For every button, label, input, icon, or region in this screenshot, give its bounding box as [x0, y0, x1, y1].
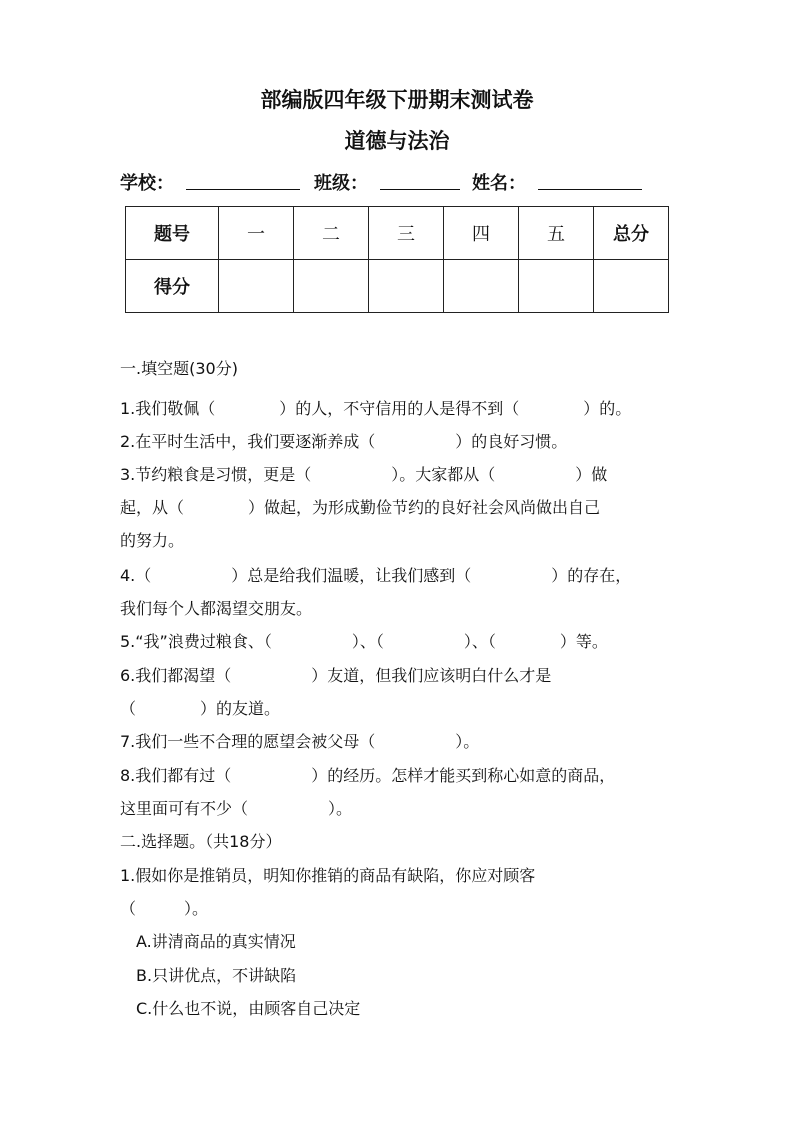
student-info-row: [120, 167, 680, 195]
question-line: 3.节约粮食是习惯，更是（ ）。大家都从（ ）做: [120, 465, 608, 484]
class-blank[interactable]: [380, 189, 460, 190]
question-line: 6.我们都渴望（ ）友道，但我们应该明白什么才是: [120, 666, 552, 685]
total-score-cell[interactable]: [594, 260, 669, 313]
question-line: 的努力。: [120, 531, 185, 550]
section-heading-multiple-choice: 二.选择题。（共18分）: [120, 832, 282, 851]
question-line: 起，从（ ）做起，为形成勤俭节约的良好社会风尚做出自己: [120, 498, 601, 517]
school-blank[interactable]: [186, 189, 300, 190]
choice-option-b[interactable]: B.只讲优点，不讲缺陷: [136, 966, 297, 985]
choice-question-line: （ ）。: [120, 899, 209, 918]
score-cell[interactable]: [519, 260, 594, 313]
score-row: [126, 260, 669, 313]
school-label: 学校：: [120, 173, 174, 194]
question-line: 4.（ ）总是给我们温暖，让我们感到（ ）的存在，: [120, 566, 632, 585]
question-number-header: 题号: [126, 207, 219, 260]
score-table: [125, 206, 669, 313]
section-heading-fill-blank: 一.填空题(30分): [120, 359, 238, 378]
exam-title: 部编版四年级下册期末测试卷: [260, 87, 534, 112]
question-number-row: [126, 207, 669, 260]
score-cell[interactable]: [369, 260, 444, 313]
column-header: 五: [519, 207, 594, 260]
class-label: 班级：: [314, 173, 368, 194]
score-header: 得分: [126, 260, 219, 313]
choice-question-line: 1.假如你是推销员，明知你推销的商品有缺陷，你应对顾客: [120, 866, 536, 885]
column-header: 二: [294, 207, 369, 260]
exam-subject: 道德与法治: [344, 128, 450, 153]
total-header: 总分: [594, 207, 669, 260]
question-line: 2.在平时生活中，我们要逐渐养成（ ）的良好习惯。: [120, 432, 568, 451]
question-line: 这里面可有不少（ ）。: [120, 799, 353, 818]
question-line: 8.我们都有过（ ）的经历。怎样才能买到称心如意的商品，: [120, 766, 616, 785]
score-cell[interactable]: [219, 260, 294, 313]
question-line: （ ）的友道。: [120, 699, 281, 718]
choice-option-a[interactable]: A.讲清商品的真实情况: [136, 932, 296, 951]
column-header: 四: [444, 207, 519, 260]
question-line: 我们每个人都渴望交朋友。: [120, 599, 313, 618]
score-cell[interactable]: [294, 260, 369, 313]
score-cell[interactable]: [444, 260, 519, 313]
question-line: 1.我们敬佩（ ）的人，不守信用的人是得不到（ ）的。: [120, 399, 632, 418]
name-label: 姓名：: [472, 173, 526, 194]
column-header: 三: [369, 207, 444, 260]
question-line: 5.“我”浪费过粮食、（ ）、（ ）、（ ）等。: [120, 632, 608, 651]
column-header: 一: [219, 207, 294, 260]
choice-option-c[interactable]: C.什么也不说，由顾客自己决定: [136, 999, 361, 1018]
name-blank[interactable]: [538, 189, 642, 190]
question-line: 7.我们一些不合理的愿望会被父母（ ）。: [120, 732, 480, 751]
